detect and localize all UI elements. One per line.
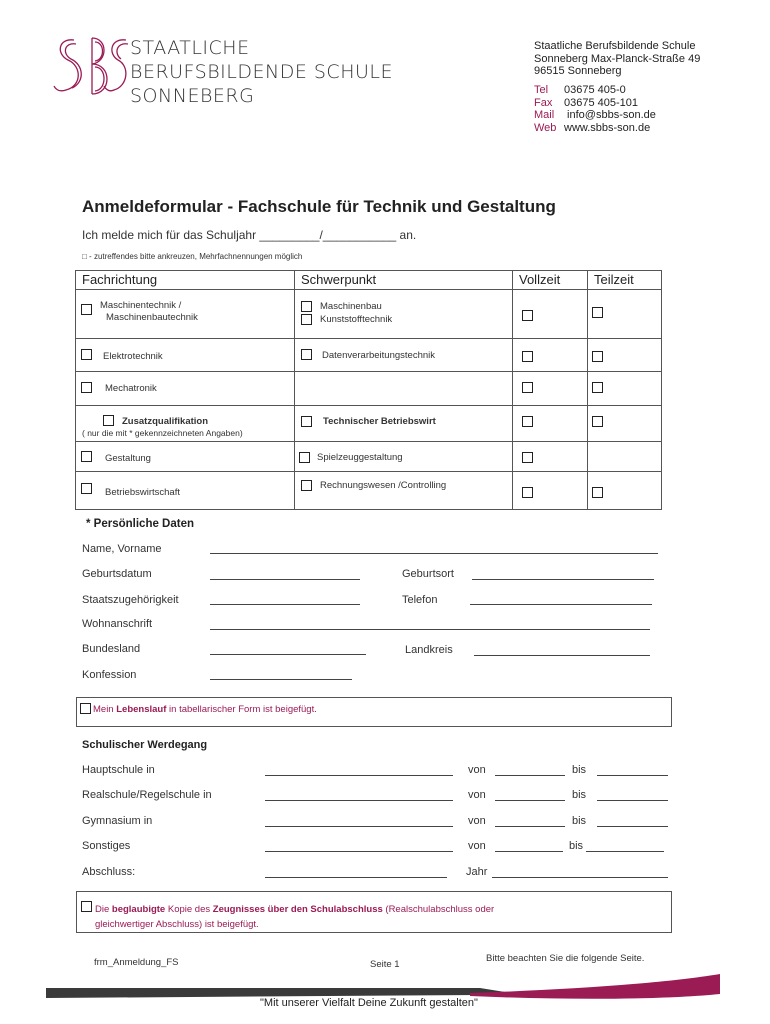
label-von: von (468, 815, 486, 827)
zeugnis-line2: gleichwertiger Abschluss) ist beigefügt. (95, 919, 259, 930)
course-table (75, 270, 662, 510)
fax-label: Fax (534, 96, 553, 109)
checkbox-vollzeit[interactable] (522, 487, 533, 498)
option-note: ( nur die mit * gekennzeichneten Angaben) (82, 428, 243, 438)
checkbox-betriebswirtschaft[interactable] (81, 483, 92, 494)
mail-value: info@sbbs-son.de (564, 109, 656, 121)
option-label: Maschinenbautechnik (106, 312, 198, 323)
zeugnis-p2: Kopie des (165, 904, 213, 915)
input-hauptschule[interactable] (265, 775, 453, 776)
form-title: Anmeldeformular - Fachschule für Technik und Gestaltung (82, 197, 556, 216)
input-bis[interactable] (597, 775, 668, 776)
checkbox-vollzeit[interactable] (522, 452, 533, 463)
checkbox-teilzeit[interactable] (592, 307, 603, 318)
checkbox-vollzeit[interactable] (522, 382, 533, 393)
personal-heading: * Persönliche Daten (86, 518, 195, 530)
input-konfession[interactable] (210, 679, 352, 680)
label-telefon: Telefon (402, 594, 438, 606)
option-label: Gestaltung (105, 453, 151, 464)
zeugnis-p3: (Realschulabschluss oder (382, 904, 495, 915)
lebenslauf-text (93, 704, 317, 715)
mail-label: Mail (534, 109, 555, 121)
checkbox-vollzeit[interactable] (522, 416, 533, 427)
input-bis[interactable] (597, 800, 668, 801)
option-label: Rechnungswesen /Controlling (320, 480, 447, 491)
checkbox-teilzeit[interactable] (592, 351, 603, 362)
option-label: Mechatronik (105, 383, 157, 394)
label-von: von (468, 840, 486, 852)
web-value: www.sbbs-son.de (564, 121, 651, 134)
label-bis: bis (572, 764, 587, 776)
checkbox-hint: □ - zutreffendes bitte ankreuzen, Mehrfachnennungen möglich (82, 252, 303, 261)
input-bis[interactable] (597, 826, 668, 827)
input-wohnanschrift[interactable] (210, 629, 650, 630)
label-geburtsdatum: Geburtsdatum (82, 568, 152, 580)
label-sonstiges: Sonstiges (82, 840, 131, 852)
label-konfession: Konfession (82, 669, 137, 681)
label-von: von (468, 764, 486, 776)
address-line: Sonneberg Max-Planck-Straße 49 (534, 52, 701, 65)
checkbox-spielzeuggestaltung[interactable] (299, 452, 310, 463)
checkbox-gestaltung[interactable] (81, 451, 92, 462)
input-telefon[interactable] (470, 604, 652, 605)
header-teilzeit: Teilzeit (588, 271, 662, 290)
page-number: Seite 1 (370, 959, 400, 970)
label-name: Name, Vorname (82, 543, 162, 555)
contact-block (534, 84, 656, 134)
input-bundesland[interactable] (210, 654, 366, 655)
label-von: von (468, 789, 486, 801)
checkbox-vollzeit[interactable] (522, 351, 533, 362)
logo-line-3: SONNEBERG (130, 85, 255, 107)
input-von[interactable] (495, 851, 563, 852)
checkbox-vollzeit[interactable] (522, 310, 533, 321)
label-landkreis: Landkreis (405, 644, 453, 656)
checkbox-technischer-betriebswirt[interactable] (301, 416, 312, 427)
lebenslauf-pre: Mein (93, 704, 117, 715)
option-label: Kunststofftechnik (320, 314, 393, 325)
logo-line-2: BERUFSBILDENDE SCHULE (130, 61, 393, 83)
form-id: frm_Anmeldung_FS (94, 957, 179, 968)
label-bis: bis (572, 789, 587, 801)
address-line: Staatliche Berufsbildende Schule (534, 40, 696, 52)
label-gymnasium: Gymnasium in (82, 815, 153, 827)
input-realschule[interactable] (265, 800, 453, 801)
school-year-line[interactable]: Ich melde mich für das Schuljahr _________/___________ an. (82, 228, 417, 242)
checkbox-kunststofftechnik[interactable] (301, 314, 312, 325)
label-bis: bis (572, 815, 587, 827)
logo-wordmark (130, 36, 393, 108)
option-label: Zusatzqualifikation (122, 416, 209, 427)
address-line: 96515 Sonneberg (534, 65, 622, 77)
lebenslauf-bold: Lebenslauf (116, 704, 167, 715)
checkbox-mechatronik[interactable] (81, 382, 92, 393)
fax-value: 03675 405-101 (564, 96, 639, 109)
input-bis[interactable] (586, 851, 664, 852)
checkbox-teilzeit[interactable] (592, 487, 603, 498)
input-von[interactable] (495, 826, 565, 827)
school-logo-icon (52, 34, 130, 104)
lebenslauf-post: in tabellarischer Form ist beigefügt. (166, 704, 317, 715)
zeugnis-p1: Die (95, 904, 112, 915)
slogan: "Mit unserer Vielfalt Deine Zukunft gestalten" (260, 997, 478, 1009)
label-realschule: Realschule/Regelschule in (82, 789, 212, 801)
tel-label: Tel (534, 84, 549, 96)
next-page-note: Bitte beachten Sie die folgende Seite. (486, 953, 645, 964)
option-label: Technischer Betriebswirt (323, 416, 436, 427)
input-von[interactable] (495, 800, 565, 801)
input-abschluss[interactable] (265, 877, 447, 878)
option-label: Spielzeuggestaltung (317, 452, 403, 463)
logo-line-1: STAATLICHE (130, 37, 250, 59)
school-address (534, 40, 700, 78)
label-jahr: Jahr (466, 866, 488, 878)
input-geburtsort[interactable] (472, 579, 654, 580)
label-hauptschule: Hauptschule in (82, 764, 155, 776)
input-gymnasium[interactable] (265, 826, 453, 827)
option-label: Betriebswirtschaft (105, 487, 180, 498)
checkbox-maschinentechnik[interactable] (81, 304, 92, 315)
option-label: Datenverarbeitungstechnik (322, 350, 436, 361)
label-abschluss: Abschluss: (82, 866, 136, 878)
checkbox-elektrotechnik[interactable] (81, 349, 92, 360)
zeugnis-b2: Zeugnisses über den Schulabschluss (212, 904, 383, 915)
werdegang-heading: Schulischer Werdegang (82, 739, 208, 751)
label-wohnanschrift: Wohnanschrift (82, 618, 153, 630)
checkbox-rechnungswesen[interactable] (301, 480, 312, 491)
option-label: Maschinentechnik / (100, 300, 182, 311)
checkbox-zeugnis[interactable] (81, 901, 92, 912)
input-landkreis[interactable] (474, 655, 650, 656)
header-schwerpunkt: Schwerpunkt (295, 271, 513, 290)
checkbox-teilzeit[interactable] (592, 382, 603, 393)
label-geburtsort: Geburtsort (402, 568, 454, 580)
zeugnis-text (95, 902, 494, 932)
checkbox-datenverarbeitung[interactable] (301, 349, 312, 360)
input-jahr[interactable] (492, 877, 668, 878)
header-vollzeit: Vollzeit (513, 271, 588, 290)
input-name[interactable] (210, 553, 658, 554)
checkbox-lebenslauf[interactable] (80, 703, 91, 714)
label-staat: Staatszugehörigkeit (82, 594, 179, 606)
header-fachrichtung: Fachrichtung (76, 271, 295, 290)
option-label: Maschinenbau (320, 301, 382, 312)
label-bis: bis (569, 840, 584, 852)
input-staat[interactable] (210, 604, 360, 605)
tel-value: 03675 405-0 (564, 84, 626, 96)
web-label: Web (534, 121, 557, 134)
checkbox-teilzeit[interactable] (592, 416, 603, 427)
checkbox-maschinenbau[interactable] (301, 301, 312, 312)
input-von[interactable] (495, 775, 565, 776)
input-sonstiges[interactable] (265, 851, 453, 852)
checkbox-zusatzqualifikation[interactable] (103, 415, 114, 426)
label-bundesland: Bundesland (82, 643, 141, 655)
option-label: Elektrotechnik (103, 351, 163, 362)
zeugnis-b1: beglaubigte (111, 904, 166, 915)
input-geburtsdatum[interactable] (210, 579, 360, 580)
